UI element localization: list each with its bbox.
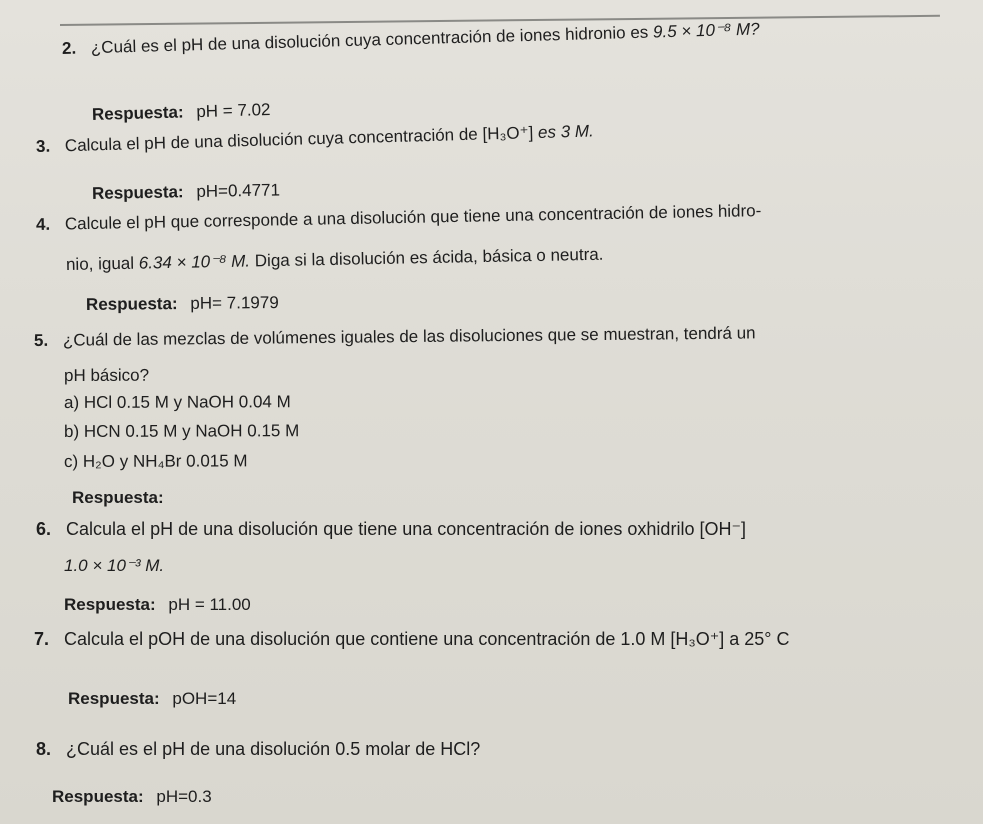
question-6-number: 6.	[36, 519, 52, 539]
question-3-species: [H₃O⁺]	[482, 123, 534, 144]
option-a	[64, 391, 291, 414]
question-8	[36, 738, 480, 760]
answer-8	[52, 786, 212, 808]
option-b-text: b) HCN 0.15 M y NaOH 0.15 M	[63, 421, 300, 441]
option-a-text: a) HCl 0.15 M y NaOH 0.04 M	[63, 392, 291, 412]
question-7	[34, 628, 790, 650]
question-4-text-line2-end: Diga si la disolución es ácida, básica o neutra.	[254, 244, 604, 271]
top-divider	[60, 15, 940, 26]
answer-4-label: Respuesta:	[85, 294, 178, 314]
option-c-text: c) H₂O y NH₄Br 0.015 M	[63, 451, 248, 471]
question-6-continued	[64, 555, 164, 577]
question-4-value: 6.34 × 10⁻⁸ M.	[138, 251, 251, 273]
question-5-text-line2: pH básico?	[63, 365, 150, 385]
question-4-text-line1: Calcule el pH que corresponde a una disolución que tiene una concentración de iones hidro-	[64, 201, 762, 234]
answer-2-label: Respuesta:	[91, 102, 184, 124]
question-8-text: ¿Cuál es el pH de una disolución 0.5 molar de HCl?	[66, 739, 481, 759]
answer-8-value: pH=0.3	[156, 787, 212, 806]
answer-6-label: Respuesta:	[64, 595, 156, 614]
question-8-number: 8.	[36, 739, 52, 759]
question-5-number: 5.	[33, 330, 49, 350]
answer-3-value: pH=0.4771	[196, 180, 281, 201]
question-4-continued	[66, 244, 604, 276]
question-2-number: 2.	[61, 38, 77, 58]
answer-6	[64, 594, 251, 616]
answer-2-value: pH = 7.02	[196, 100, 271, 122]
answer-4-value: pH= 7.1979	[190, 292, 279, 313]
answer-7-value: pOH=14	[172, 689, 237, 708]
question-6-text-line1: Calcula el pH de una disolución que tiene una concentración de iones oxhidrilo [OH⁻]	[66, 519, 746, 539]
answer-3	[92, 179, 280, 205]
answer-5	[72, 487, 172, 509]
question-5-continued	[64, 365, 149, 387]
question-3-number: 3.	[35, 136, 51, 156]
question-3-text: Calcula el pH de una disolución cuya concentración de	[64, 124, 478, 156]
option-c	[64, 450, 248, 473]
question-4-text-line2-start: nio, igual	[65, 253, 135, 274]
question-5-text-line1: ¿Cuál de las mezclas de volúmenes iguales de las disoluciones que se muestran, tendrá un	[62, 323, 756, 350]
question-4	[36, 200, 762, 236]
question-5	[34, 322, 756, 352]
question-6-value: 1.0 × 10⁻³ M.	[64, 556, 165, 575]
question-2-text: ¿Cuál es el pH de una disolución cuya concentración de iones hidronio es	[90, 22, 649, 58]
question-7-text: Calcula el pOH de una disolución que contiene una concentración de 1.0 M [H₃O⁺] a 25° C	[64, 629, 790, 649]
answer-7-label: Respuesta:	[68, 689, 160, 708]
option-b	[64, 420, 299, 443]
answer-6-value: pH = 11.00	[168, 595, 251, 614]
answer-5-label: Respuesta:	[72, 488, 164, 507]
answer-8-label: Respuesta:	[52, 787, 144, 806]
answer-2	[92, 99, 271, 126]
question-7-number: 7.	[34, 629, 50, 649]
question-4-number: 4.	[35, 214, 51, 234]
answer-7	[68, 688, 236, 710]
answer-4	[86, 292, 279, 316]
answer-3-label: Respuesta:	[91, 182, 184, 203]
question-3-tail: es 3 M.	[537, 121, 595, 142]
question-2-value: 9.5 × 10⁻⁸ M?	[652, 19, 760, 42]
question-6	[36, 518, 746, 540]
question-3	[36, 120, 594, 158]
